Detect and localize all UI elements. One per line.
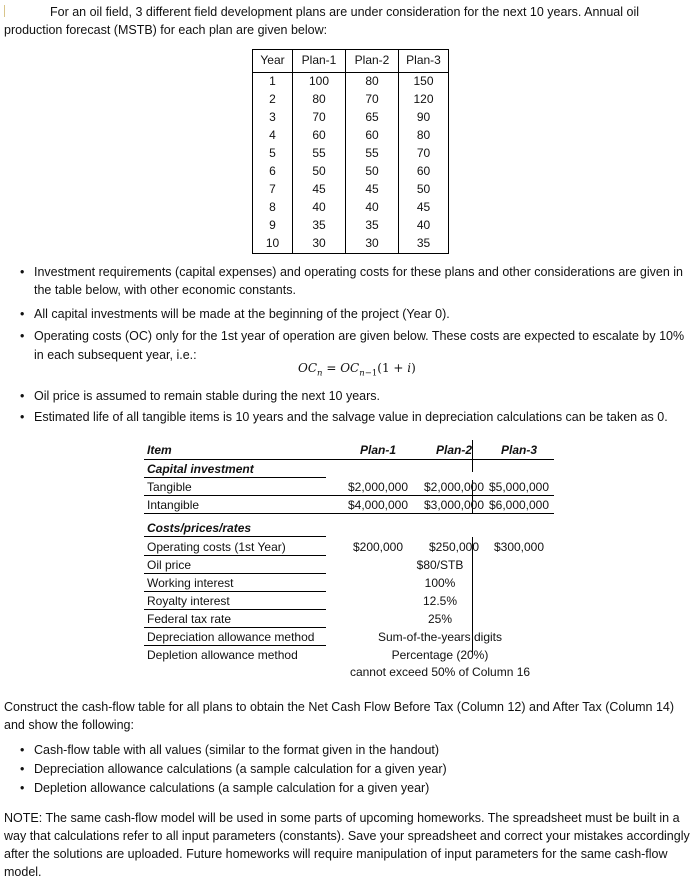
table-cell: 80 xyxy=(293,91,346,109)
royalty-interest-value: 12.5% xyxy=(422,594,458,608)
section-costs-prices-rates: Costs/prices/rates xyxy=(147,521,252,535)
table-cell: 60 xyxy=(399,163,449,181)
table-cell: 70 xyxy=(293,109,346,127)
table-cell: 30 xyxy=(293,235,346,254)
row-rule xyxy=(144,513,554,514)
table-cell: 45 xyxy=(346,181,399,199)
table-cell: 1 xyxy=(253,73,293,92)
table-cell: 120 xyxy=(399,91,449,109)
table-cell: 50 xyxy=(293,163,346,181)
intangible-plan-1: $4,000,000 xyxy=(347,498,409,512)
list-item: • Cash-flow table with all values (similar to the format given in the handout) xyxy=(18,741,694,759)
table-cell: 150 xyxy=(399,73,449,92)
table-row xyxy=(253,127,449,145)
federal-tax-value: 25% xyxy=(427,612,453,626)
row-rule xyxy=(144,495,554,496)
table-cell: 60 xyxy=(346,127,399,145)
table-cell: 70 xyxy=(346,91,399,109)
table-cell: 55 xyxy=(346,145,399,163)
table-row xyxy=(253,145,449,163)
table-row xyxy=(253,235,449,254)
assumptions-list xyxy=(18,387,694,426)
table-cell: 90 xyxy=(399,109,449,127)
table-cell: 3 xyxy=(253,109,293,127)
working-interest-value: 100% xyxy=(424,576,456,590)
tangible-plan-2: $2,000,000 xyxy=(423,480,485,494)
intangible-plan-3: $6,000,000 xyxy=(488,498,550,512)
table-cell: 7 xyxy=(253,181,293,199)
list-item: • Oil price is assumed to remain stable during the next 10 years. xyxy=(18,387,694,405)
tangible-plan-3: $5,000,000 xyxy=(488,480,550,494)
operating-costs-plan-1: $200,000 xyxy=(352,540,404,554)
header-plan-3: Plan-3 xyxy=(399,50,449,73)
row-rule xyxy=(144,477,326,478)
table-cell: 40 xyxy=(293,199,346,217)
table-row xyxy=(253,199,449,217)
table-cell: 80 xyxy=(346,73,399,92)
table-cell: 10 xyxy=(253,235,293,254)
header-plan-1: Plan-1 xyxy=(293,50,346,73)
intangible-label: Intangible xyxy=(147,498,200,512)
intangible-plan-2: $3,000,000 xyxy=(423,498,485,512)
note-paragraph: NOTE: The same cash-flow model will be used in some parts of upcoming homeworks. The spreadsheet must be built in a way that calculations refer to all input parameters (constants). Save your spreadsheet and correct your mistakes accordingly after the solutions are uploaded. Future homeworks will require manipulation of input parameters for the same cash-flow model. xyxy=(4,811,690,880)
requirements-list xyxy=(18,263,694,364)
list-item: • Estimated life of all tangible items is 10 years and the salvage value in depreciation calculations can be taken as 0. xyxy=(18,408,694,426)
table-cell: 30 xyxy=(346,235,399,254)
table-row xyxy=(253,109,449,127)
row-rule xyxy=(144,591,326,592)
production-table-header xyxy=(253,50,449,73)
table-cell: 6 xyxy=(253,163,293,181)
header-plan-2: Plan-2 xyxy=(435,443,472,457)
table-cell: 5 xyxy=(253,145,293,163)
table-cell: 8 xyxy=(253,199,293,217)
header-plan-2: Plan-2 xyxy=(346,50,399,73)
table-row xyxy=(253,91,449,109)
table-cell: 100 xyxy=(293,73,346,92)
table-row xyxy=(253,73,449,92)
table-cell: 2 xyxy=(253,91,293,109)
header-row xyxy=(144,440,554,458)
production-table xyxy=(252,49,449,254)
header-plan-3: Plan-3 xyxy=(500,443,537,457)
table-cell: 4 xyxy=(253,127,293,145)
table-cell: 9 xyxy=(253,217,293,235)
operating-costs-plan-3: $300,000 xyxy=(493,540,545,554)
header-year: Year xyxy=(253,50,293,73)
list-item: • Investment requirements (capital expenses) and operating costs for these plans and other considerations are given in the table below, with other economic constants. xyxy=(18,263,694,299)
working-interest-label: Working interest xyxy=(147,576,234,590)
table-cell: 35 xyxy=(346,217,399,235)
depletion-method-value: Percentage (20%) xyxy=(391,648,489,662)
row-rule xyxy=(144,609,326,610)
intro-paragraph: For an oil field, 3 different field development plans are under consideration for the next 10 years. Annual oil production forecast (MSTB) for each plan are given below: xyxy=(4,5,640,38)
table-row xyxy=(253,217,449,235)
construct-paragraph: Construct the cash-flow table for all plans to obtain the Net Cash Flow Before Tax (Column 12) and After Tax (Column 14) and show the following: xyxy=(4,700,675,733)
list-item: • Operating costs (OC) only for the 1st year of operation are given below. These costs are expected to escalate by 10% in each subsequent year, i.e.: xyxy=(18,327,694,363)
operating-costs-label: Operating costs (1st Year) xyxy=(147,540,286,554)
deliverables-list xyxy=(18,741,694,797)
list-item: • Depletion allowance calculations (a sample calculation for a given year) xyxy=(18,779,694,797)
table-cell: 65 xyxy=(346,109,399,127)
table-cell: 55 xyxy=(293,145,346,163)
escalation-formula: $OC_n = OC_{n-1}(1 + i)$ xyxy=(298,361,416,379)
table-cell: 50 xyxy=(399,181,449,199)
section-capital-investment: Capital investment xyxy=(147,462,254,476)
table-cell: 45 xyxy=(399,199,449,217)
list-item: • Depreciation allowance calculations (a sample calculation for a given year) xyxy=(18,760,694,778)
row-rule xyxy=(144,555,326,556)
table-cell: 40 xyxy=(399,217,449,235)
table-cell: 40 xyxy=(346,199,399,217)
table-cell: 50 xyxy=(346,163,399,181)
federal-tax-label: Federal tax rate xyxy=(147,612,232,626)
depletion-method-label: Depletion allowance method xyxy=(147,648,298,662)
oil-price-label: Oil price xyxy=(147,558,192,572)
table-cell: 35 xyxy=(399,235,449,254)
table-row xyxy=(253,163,449,181)
royalty-interest-label: Royalty interest xyxy=(147,594,230,608)
row-rule xyxy=(144,627,326,628)
operating-costs-plan-2: $250,000 xyxy=(428,540,480,554)
header-rule xyxy=(144,459,554,460)
table-cell: 35 xyxy=(293,217,346,235)
table-cell: 60 xyxy=(293,127,346,145)
depreciation-method-value: Sum-of-the-years digits xyxy=(377,630,503,644)
header-item: Item xyxy=(147,443,172,457)
tangible-plan-1: $2,000,000 xyxy=(347,480,409,494)
table-cell: 70 xyxy=(399,145,449,163)
table-cell: 45 xyxy=(293,181,346,199)
depreciation-method-label: Depreciation allowance method xyxy=(147,630,315,644)
header-plan-1: Plan-1 xyxy=(359,443,396,457)
tangible-label: Tangible xyxy=(147,480,192,494)
table-row xyxy=(253,181,449,199)
list-item: • All capital investments will be made at the beginning of the project (Year 0). xyxy=(18,305,694,323)
depletion-method-note: cannot exceed 50% of Column 16 xyxy=(349,665,531,679)
oil-price-value: $80/STB xyxy=(416,558,464,572)
row-rule xyxy=(144,573,326,574)
table-cell: 80 xyxy=(399,127,449,145)
row-rule xyxy=(144,645,326,646)
row-rule xyxy=(144,536,326,537)
